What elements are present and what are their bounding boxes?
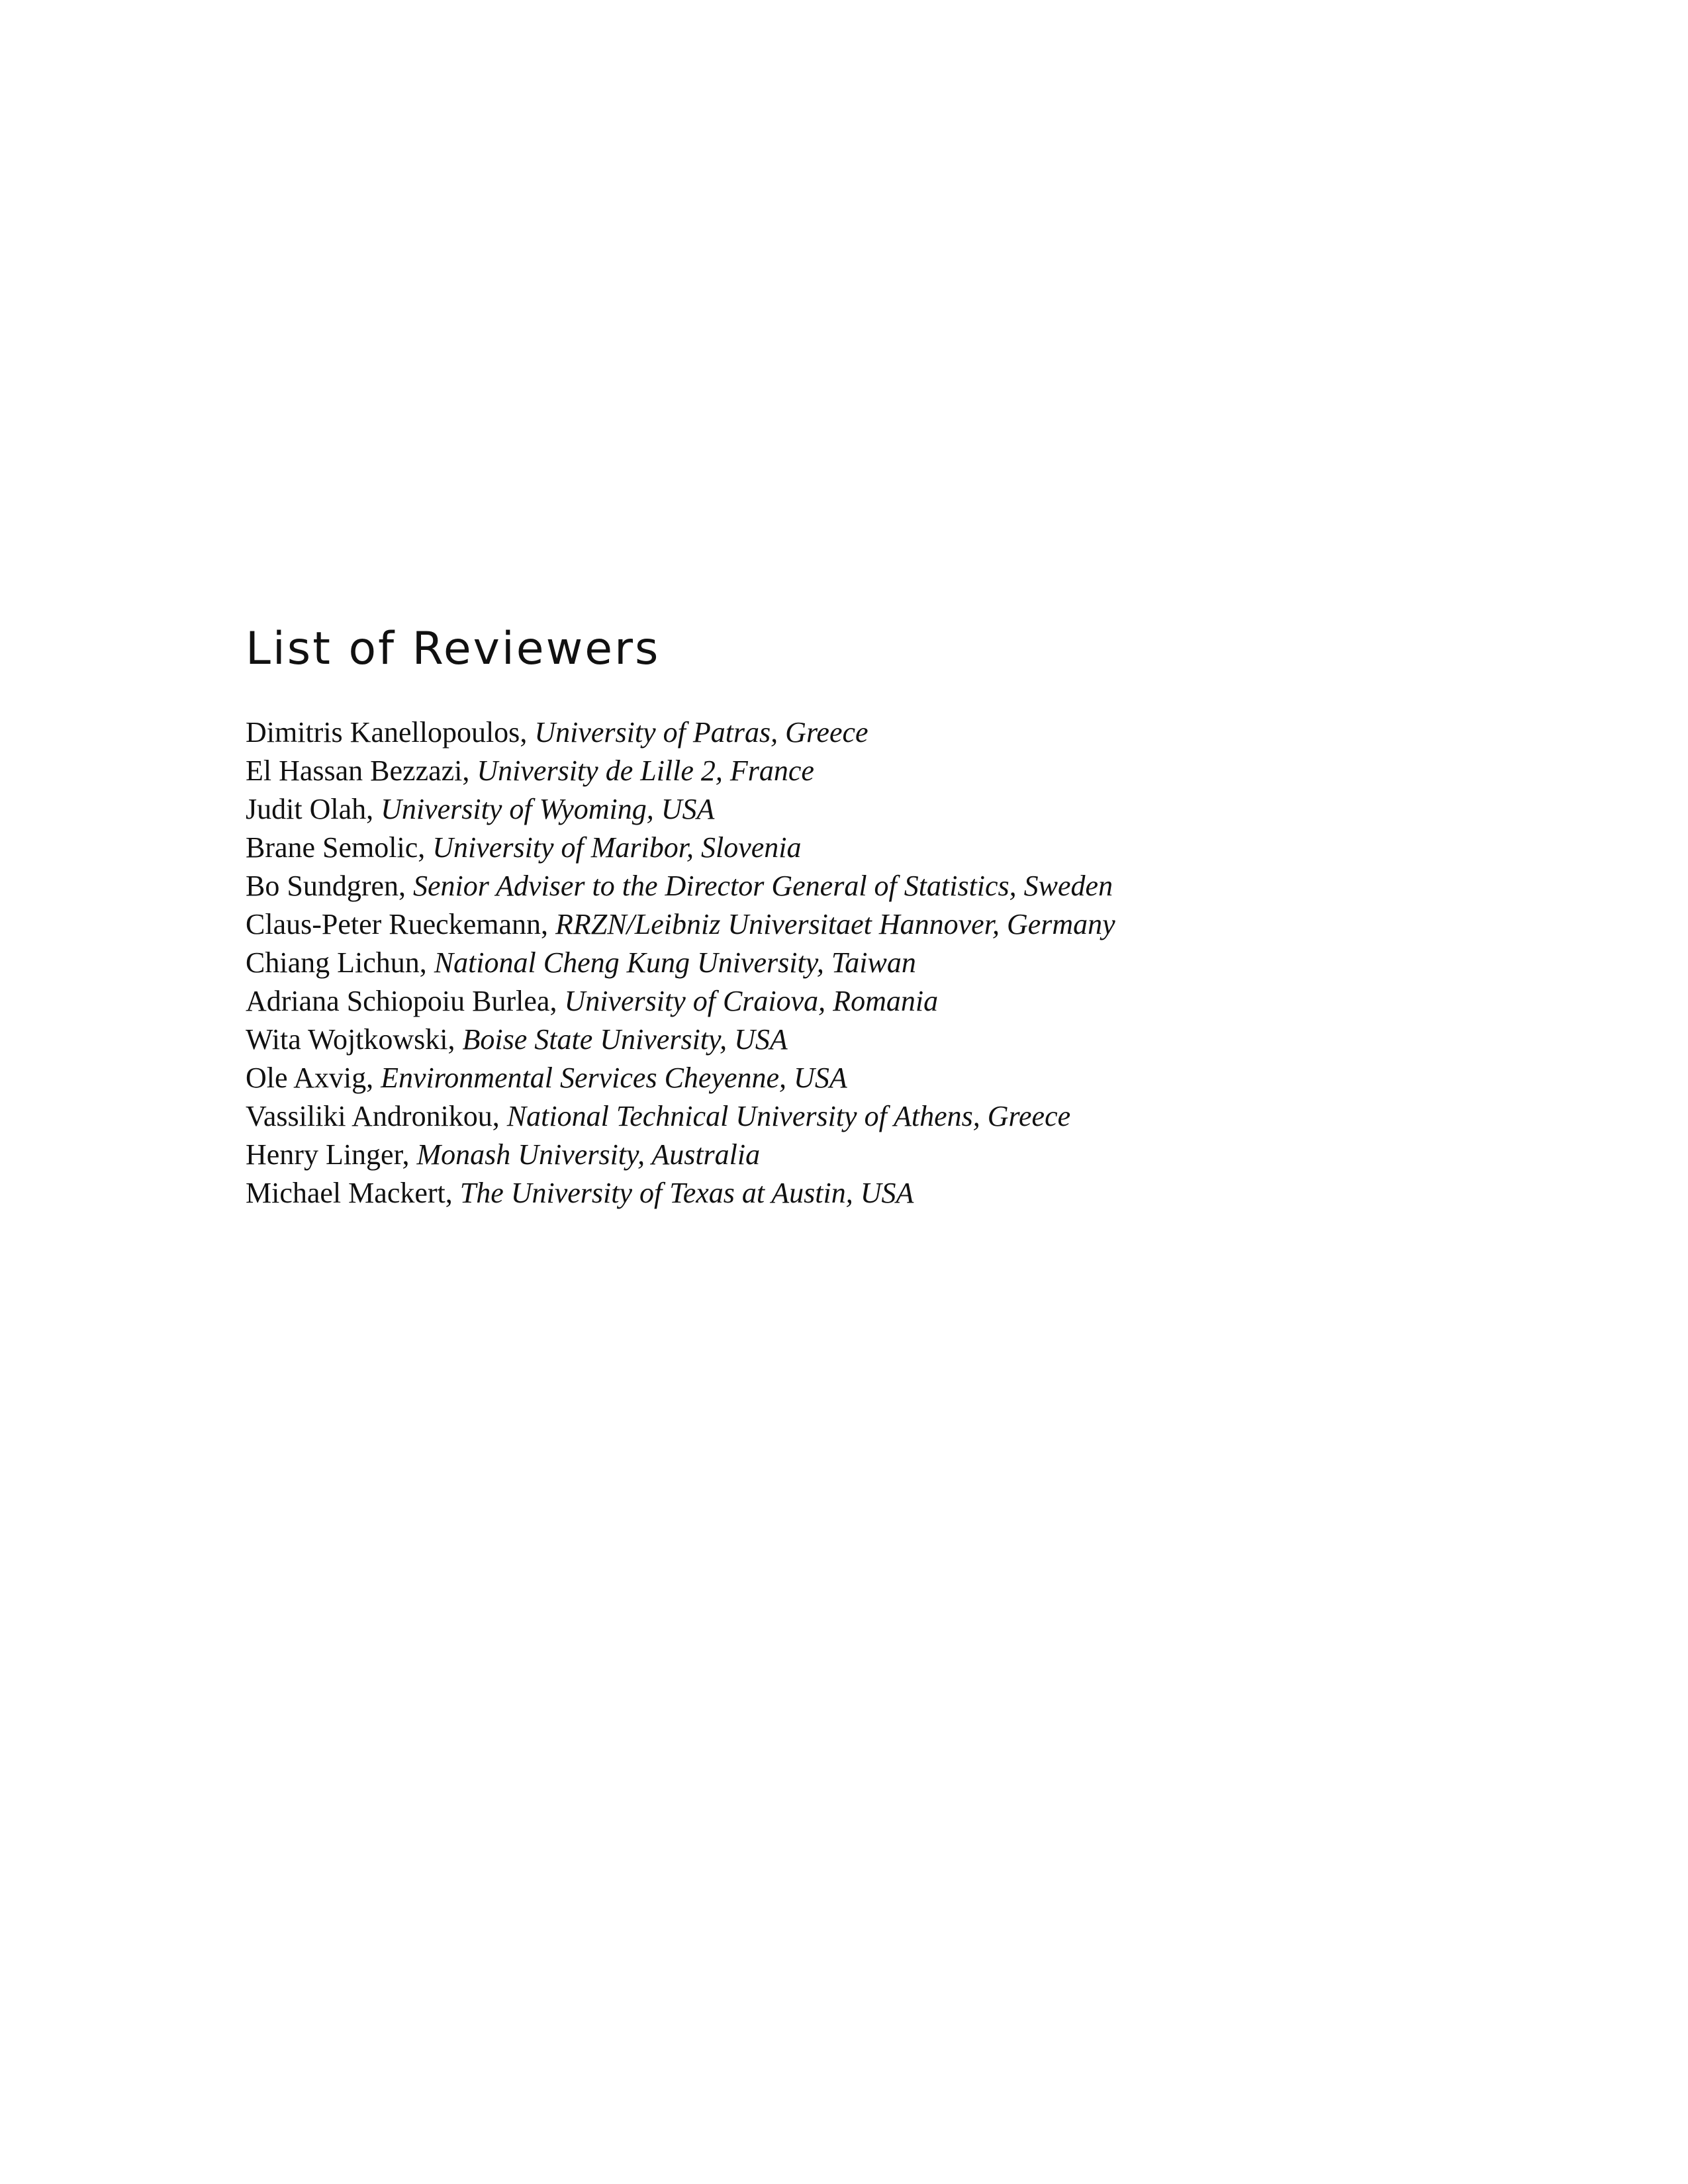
name-separator: , — [445, 1177, 460, 1209]
name-separator: , — [549, 985, 565, 1017]
reviewer-name: Michael Mackert — [246, 1177, 445, 1209]
reviewer-name: El Hassan Bezzazi — [246, 754, 463, 787]
reviewer-name: Adriana Schiopoiu Burlea — [246, 985, 550, 1017]
reviewer-name: Ole Axvig — [246, 1062, 367, 1094]
reviewer-row — [246, 752, 1115, 790]
reviewer-row — [246, 867, 1115, 905]
reviewer-affiliation: The University of Texas at Austin, USA — [459, 1177, 914, 1209]
reviewer-row — [246, 982, 1115, 1021]
name-separator: , — [399, 870, 413, 902]
name-separator: , — [402, 1138, 417, 1171]
reviewer-affiliation: Environmental Services Cheyenne, USA — [381, 1062, 847, 1094]
reviewer-row — [246, 1097, 1115, 1136]
name-separator: , — [366, 1062, 381, 1094]
reviewer-name: Wita Wojtkowski — [246, 1023, 448, 1056]
reviewer-affiliation: RRZN/Leibniz Universitaet Hannover, Germany — [555, 908, 1115, 940]
reviewer-row — [246, 1021, 1115, 1059]
name-separator: , — [462, 754, 477, 787]
reviewer-name: Claus-Peter Rueckemann — [246, 908, 541, 940]
reviewer-name: Brane Semolic — [246, 831, 418, 864]
reviewer-name: Bo Sundgren — [246, 870, 399, 902]
reviewer-row — [246, 905, 1115, 944]
name-separator: , — [447, 1023, 463, 1056]
reviewer-row — [246, 829, 1115, 867]
reviewer-affiliation: Monash University, Australia — [416, 1138, 761, 1171]
reviewer-affiliation: Senior Adviser to the Director General of Statistics, Sweden — [413, 870, 1113, 902]
name-separator: , — [520, 716, 535, 749]
reviewer-list — [246, 713, 1115, 1212]
reviewer-name: Henry Linger — [246, 1138, 402, 1171]
name-separator: , — [419, 946, 434, 979]
page-title: List of Reviewers — [246, 623, 661, 675]
reviewer-affiliation: Boise State University, USA — [462, 1023, 788, 1056]
name-separator: , — [366, 793, 381, 825]
reviewer-name: Vassiliki Andronikou — [246, 1100, 492, 1132]
reviewer-name: Dimitris Kanellopoulos — [246, 716, 520, 749]
reviewer-affiliation: National Cheng Kung University, Taiwan — [434, 946, 916, 979]
reviewer-affiliation: University de Lille 2, France — [477, 754, 814, 787]
reviewer-name: Judit Olah — [246, 793, 367, 825]
reviewer-row — [246, 1059, 1115, 1097]
reviewer-affiliation: University of Patras, Greece — [534, 716, 868, 749]
reviewer-row — [246, 713, 1115, 752]
reviewer-row — [246, 790, 1115, 829]
reviewer-name: Chiang Lichun — [246, 946, 420, 979]
reviewer-row — [246, 1136, 1115, 1174]
reviewer-affiliation: University of Wyoming, USA — [381, 793, 715, 825]
reviewer-row — [246, 1174, 1115, 1212]
name-separator: , — [492, 1100, 507, 1132]
reviewer-affiliation: National Technical University of Athens, Greece — [506, 1100, 1071, 1132]
name-separator: , — [540, 908, 555, 940]
name-separator: , — [418, 831, 433, 864]
reviewer-affiliation: University of Maribor, Slovenia — [432, 831, 802, 864]
reviewer-row — [246, 944, 1115, 982]
reviewer-affiliation: University of Craiova, Romania — [564, 985, 939, 1017]
